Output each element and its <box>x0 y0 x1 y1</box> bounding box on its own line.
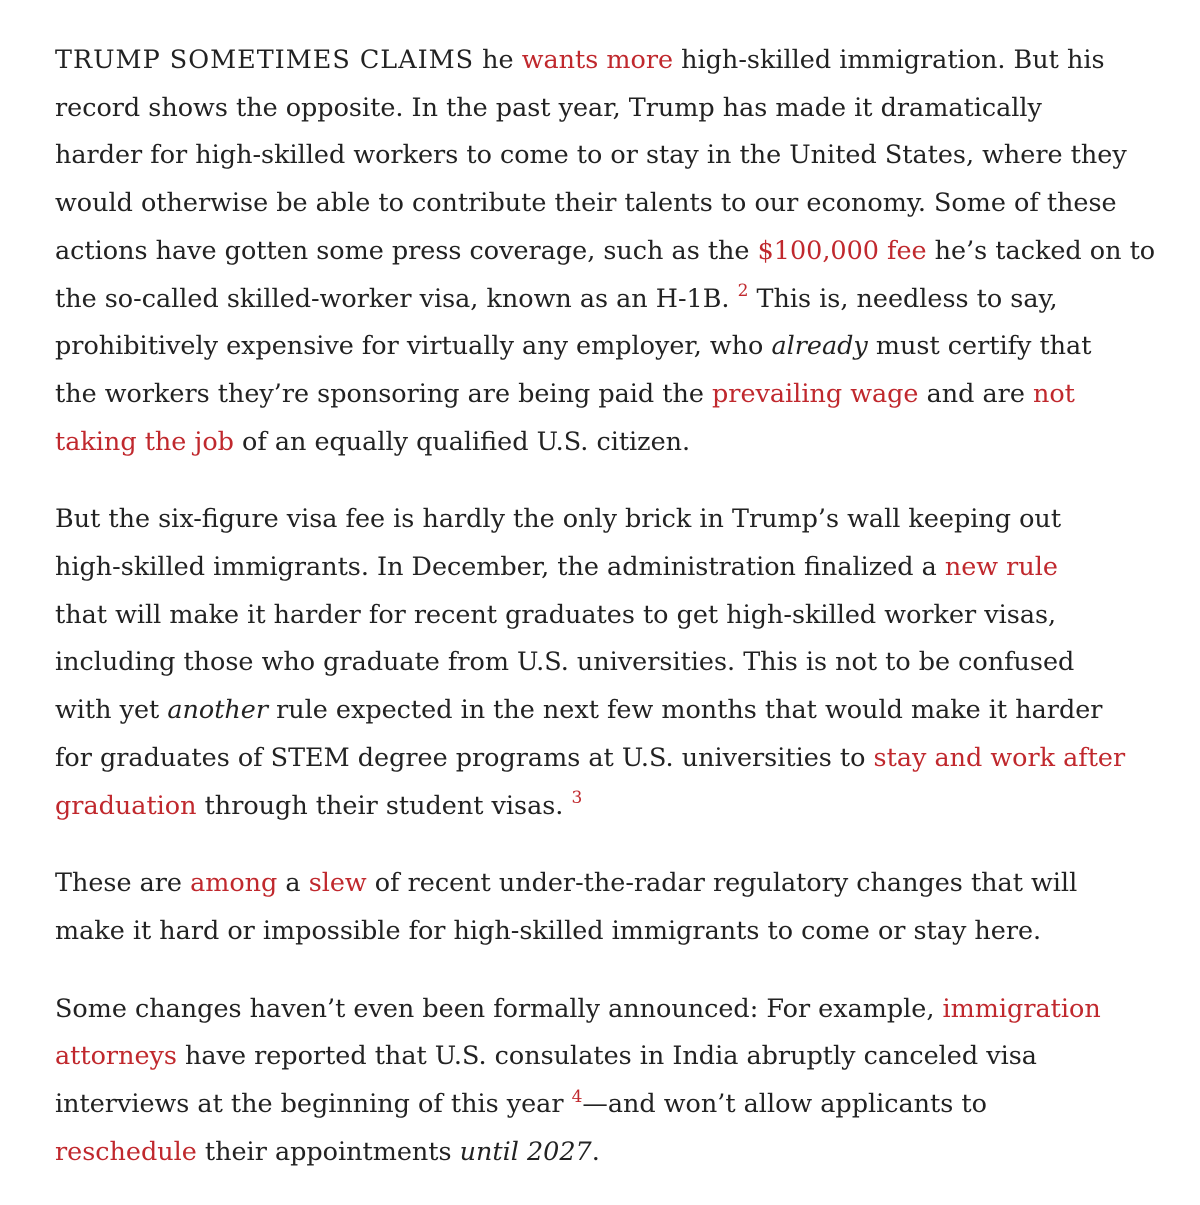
link-among[interactable]: among <box>190 867 278 898</box>
p2-line-5: with yet another rule expected in the next few months that would make it harder <box>55 694 1103 725</box>
p2-line-2: high-skilled immigrants. In December, the administration finalized a new rule <box>55 551 1058 582</box>
paragraph-4 <box>55 985 1155 1176</box>
emphasis-already: already <box>771 330 868 361</box>
p1-line-8: the workers they’re sponsoring are being paid the prevailing wage and are not <box>55 377 1075 408</box>
link-prevailing-wage[interactable]: prevailing wage <box>712 377 919 408</box>
emphasis-another: another <box>167 694 269 725</box>
p1-line-3: harder for high-skilled workers to come to or stay in the United States, where they <box>55 139 1127 170</box>
p3-line-1: These are among a slew of recent under-the-radar regulatory changes that will <box>55 867 1078 898</box>
link-reschedule[interactable]: reschedule <box>55 1135 197 1166</box>
p2-line-3: that will make it harder for recent graduates to get high-skilled worker visas, <box>55 598 1057 629</box>
p3-line-2: make it hard or impossible for high-skilled immigrants to come or stay here. <box>55 914 1042 945</box>
link-new-rule[interactable]: new rule <box>944 551 1058 582</box>
p1-line-2: record shows the opposite. In the past year, Trump has made it dramatically <box>55 91 1042 122</box>
p2-line-6: for graduates of STEM degree programs at U.S. universities to stay and work after <box>55 741 1126 772</box>
link-stay-and-work-part-1[interactable]: stay and work after <box>873 741 1126 772</box>
footnote-4: 4 <box>571 1086 583 1107</box>
footnote-3-link[interactable] <box>571 790 582 820</box>
p1-line-4: would otherwise be able to contribute their talents to our economy. Some of these <box>55 187 1117 218</box>
article-body <box>55 36 1155 1205</box>
footnote-2: 2 <box>737 281 749 302</box>
footnote-2-link[interactable] <box>738 283 749 313</box>
link-not-taking-the-job-part-1[interactable]: not <box>1032 377 1075 408</box>
paragraph-2 <box>55 495 1155 829</box>
p1-line-9: taking the job of an equally qualified U.S. citizen. <box>55 425 691 456</box>
link-100000-fee[interactable]: $100,000 fee <box>757 234 927 265</box>
link-stay-and-work-part-2[interactable]: graduation <box>55 789 197 820</box>
emphasis-until-2027: until 2027 <box>459 1135 592 1166</box>
p4-line-2: attorneys have reported that U.S. consulates in India abruptly canceled visa <box>55 1040 1037 1071</box>
footnote-3: 3 <box>571 788 583 809</box>
paragraph-3 <box>55 859 1155 954</box>
link-immigration-attorneys-part-1[interactable]: immigration <box>942 992 1101 1023</box>
p1-line-1: TRUMP SOMETIMES CLAIMS he wants more high-skilled immigration. But his <box>55 44 1105 74</box>
p1-line-7: prohibitively expensive for virtually any employer, who already must certify that <box>55 330 1092 361</box>
p2-line-1: But the six-figure visa fee is hardly the only brick in Trump’s wall keeping out <box>55 503 1062 534</box>
p2-line-7: graduation through their student visas. $^3$ <box>55 788 583 820</box>
link-not-taking-the-job-part-2[interactable]: taking the job <box>55 425 234 456</box>
link-slew[interactable]: slew <box>308 867 367 898</box>
paragraph-1 <box>55 36 1155 465</box>
p2-line-4: including those who graduate from U.S. universities. This is not to be confused <box>55 646 1075 677</box>
p4-line-1: Some changes haven’t even been formally announced: For example, immigration <box>55 992 1101 1023</box>
p4-line-3: interviews at the beginning of this year $^4$—and won’t allow applicants to <box>55 1086 987 1119</box>
p4-line-4: reschedule their appointments until 2027. <box>55 1135 600 1166</box>
footnote-4-link[interactable] <box>572 1088 583 1118</box>
p1-line-5: actions have gotten some press coverage, such as the $100,000 fee he’s tacked on to <box>55 234 1156 265</box>
p1-line-6: the so-called skilled-worker visa, known as an H-1B. $^2$ This is, needless to say, <box>55 281 1058 313</box>
link-wants-more[interactable]: wants more <box>521 44 674 74</box>
link-immigration-attorneys-part-2[interactable]: attorneys <box>55 1040 177 1071</box>
lead-in-smallcaps: TRUMP SOMETIMES CLAIMS <box>55 44 475 74</box>
